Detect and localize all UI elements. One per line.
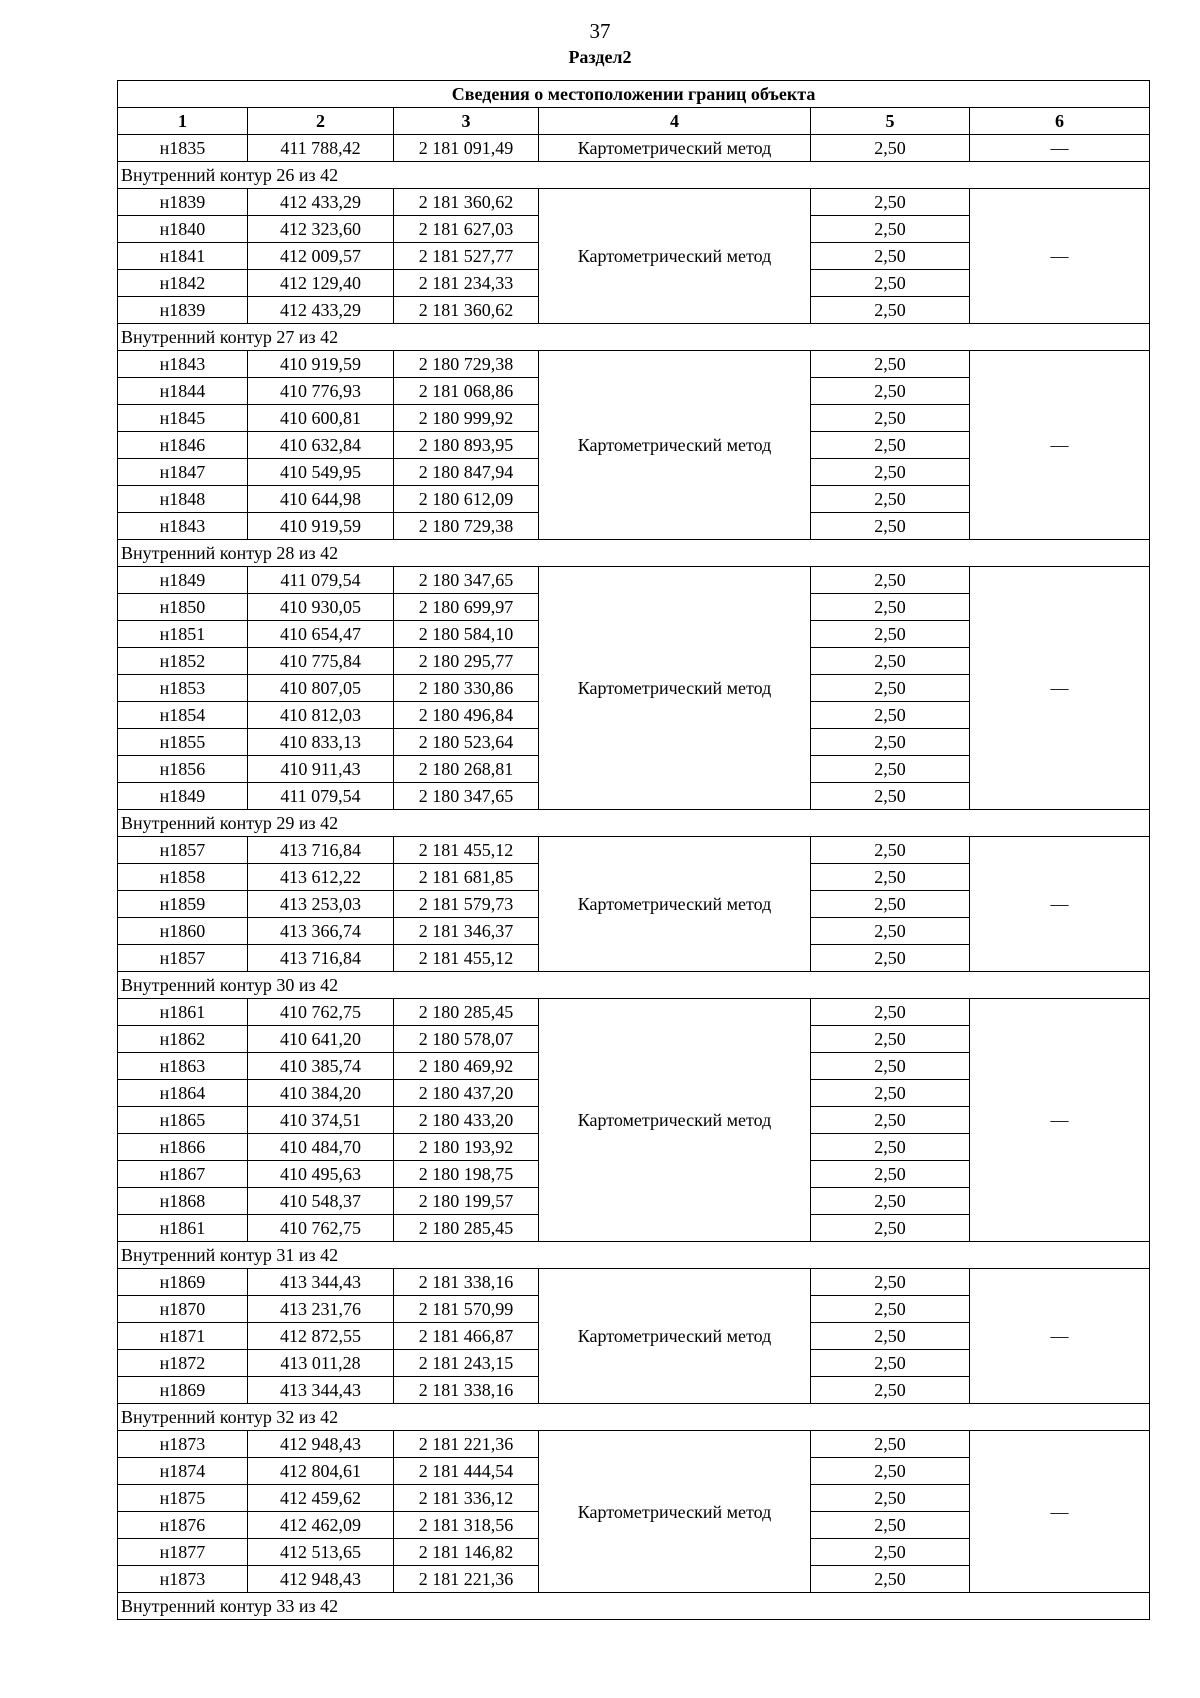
accuracy: 2,50 bbox=[811, 648, 970, 675]
coord-x: 410 807,05 bbox=[248, 675, 394, 702]
table-row bbox=[118, 1269, 1150, 1296]
point-name: н1835 bbox=[118, 135, 248, 162]
method: Картометрический метод bbox=[539, 999, 811, 1242]
coord-y: 2 180 729,38 bbox=[394, 513, 539, 540]
point-name: н1869 bbox=[118, 1269, 248, 1296]
table-row bbox=[118, 351, 1150, 378]
coord-y: 2 181 455,12 bbox=[394, 945, 539, 972]
coord-x: 413 366,74 bbox=[248, 918, 394, 945]
coord-y: 2 180 699,97 bbox=[394, 594, 539, 621]
section-title: Раздел2 bbox=[568, 47, 632, 67]
contour-label: Внутренний контур 29 из 42 bbox=[118, 810, 1150, 837]
coord-y: 2 181 338,16 bbox=[394, 1377, 539, 1404]
coord-x: 413 011,28 bbox=[248, 1350, 394, 1377]
accuracy: 2,50 bbox=[811, 378, 970, 405]
accuracy: 2,50 bbox=[811, 1215, 970, 1242]
table-row bbox=[118, 1431, 1150, 1458]
point-name: н1861 bbox=[118, 1215, 248, 1242]
point-name: н1843 bbox=[118, 513, 248, 540]
coord-y: 2 181 221,36 bbox=[394, 1566, 539, 1593]
accuracy: 2,50 bbox=[811, 567, 970, 594]
note: — bbox=[970, 999, 1150, 1242]
point-name: н1847 bbox=[118, 459, 248, 486]
coord-y: 2 181 579,73 bbox=[394, 891, 539, 918]
table-row bbox=[118, 135, 1150, 162]
coord-y: 2 180 199,57 bbox=[394, 1188, 539, 1215]
accuracy: 2,50 bbox=[811, 459, 970, 486]
coord-y: 2 181 221,36 bbox=[394, 1431, 539, 1458]
coord-y: 2 180 285,45 bbox=[394, 1215, 539, 1242]
point-name: н1865 bbox=[118, 1107, 248, 1134]
point-name: н1864 bbox=[118, 1080, 248, 1107]
coord-x: 413 612,22 bbox=[248, 864, 394, 891]
column-number: 5 bbox=[811, 108, 970, 135]
point-name: н1843 bbox=[118, 351, 248, 378]
point-name: н1866 bbox=[118, 1134, 248, 1161]
coord-y: 2 180 893,95 bbox=[394, 432, 539, 459]
coord-y: 2 181 455,12 bbox=[394, 837, 539, 864]
accuracy: 2,50 bbox=[811, 1377, 970, 1404]
accuracy: 2,50 bbox=[811, 297, 970, 324]
table-row bbox=[118, 567, 1150, 594]
point-name: н1850 bbox=[118, 594, 248, 621]
accuracy: 2,50 bbox=[811, 675, 970, 702]
accuracy: 2,50 bbox=[811, 702, 970, 729]
coord-x: 412 948,43 bbox=[248, 1566, 394, 1593]
accuracy: 2,50 bbox=[811, 891, 970, 918]
accuracy: 2,50 bbox=[811, 1107, 970, 1134]
accuracy: 2,50 bbox=[811, 594, 970, 621]
contour-row bbox=[118, 1242, 1150, 1269]
coord-y: 2 181 243,15 bbox=[394, 1350, 539, 1377]
coord-x: 410 495,63 bbox=[248, 1161, 394, 1188]
coord-x: 412 459,62 bbox=[248, 1485, 394, 1512]
coord-x: 411 079,54 bbox=[248, 783, 394, 810]
accuracy: 2,50 bbox=[811, 405, 970, 432]
accuracy: 2,50 bbox=[811, 216, 970, 243]
accuracy: 2,50 bbox=[811, 1512, 970, 1539]
coord-y: 2 181 338,16 bbox=[394, 1269, 539, 1296]
coord-x: 410 600,81 bbox=[248, 405, 394, 432]
point-name: н1860 bbox=[118, 918, 248, 945]
point-name: н1869 bbox=[118, 1377, 248, 1404]
accuracy: 2,50 bbox=[811, 243, 970, 270]
contour-row bbox=[118, 1593, 1150, 1620]
column-number: 4 bbox=[539, 108, 811, 135]
coord-x: 410 641,20 bbox=[248, 1026, 394, 1053]
coord-x: 410 812,03 bbox=[248, 702, 394, 729]
accuracy: 2,50 bbox=[811, 486, 970, 513]
contour-row bbox=[118, 972, 1150, 999]
point-name: н1873 bbox=[118, 1566, 248, 1593]
coord-y: 2 180 193,92 bbox=[394, 1134, 539, 1161]
coord-x: 410 919,59 bbox=[248, 351, 394, 378]
coord-y: 2 180 496,84 bbox=[394, 702, 539, 729]
contour-label: Внутренний контур 27 из 42 bbox=[118, 324, 1150, 351]
contour-row bbox=[118, 324, 1150, 351]
contour-label: Внутренний контур 31 из 42 bbox=[118, 1242, 1150, 1269]
coord-y: 2 180 198,75 bbox=[394, 1161, 539, 1188]
coord-x: 410 654,47 bbox=[248, 621, 394, 648]
accuracy: 2,50 bbox=[811, 1539, 970, 1566]
point-name: н1841 bbox=[118, 243, 248, 270]
point-name: н1849 bbox=[118, 783, 248, 810]
accuracy: 2,50 bbox=[811, 1269, 970, 1296]
point-name: н1839 bbox=[118, 297, 248, 324]
point-name: н1877 bbox=[118, 1539, 248, 1566]
column-number: 3 bbox=[394, 108, 539, 135]
table-caption-row bbox=[118, 81, 1150, 108]
coord-y: 2 180 578,07 bbox=[394, 1026, 539, 1053]
accuracy: 2,50 bbox=[811, 1053, 970, 1080]
point-name: н1872 bbox=[118, 1350, 248, 1377]
column-number-row bbox=[118, 108, 1150, 135]
accuracy: 2,50 bbox=[811, 1566, 970, 1593]
accuracy: 2,50 bbox=[811, 1350, 970, 1377]
column-number: 2 bbox=[248, 108, 394, 135]
coord-x: 412 948,43 bbox=[248, 1431, 394, 1458]
accuracy: 2,50 bbox=[811, 1026, 970, 1053]
table-row bbox=[118, 837, 1150, 864]
accuracy: 2,50 bbox=[811, 1458, 970, 1485]
coord-y: 2 181 346,37 bbox=[394, 918, 539, 945]
point-name: н1842 bbox=[118, 270, 248, 297]
point-name: н1855 bbox=[118, 729, 248, 756]
accuracy: 2,50 bbox=[811, 621, 970, 648]
note: — bbox=[970, 567, 1150, 810]
point-name: н1874 bbox=[118, 1458, 248, 1485]
coord-y: 2 181 466,87 bbox=[394, 1323, 539, 1350]
method: Картометрический метод bbox=[539, 567, 811, 810]
point-name: н1845 bbox=[118, 405, 248, 432]
coord-x: 410 385,74 bbox=[248, 1053, 394, 1080]
method: Картометрический метод bbox=[539, 1431, 811, 1593]
accuracy: 2,50 bbox=[811, 1296, 970, 1323]
accuracy: 2,50 bbox=[811, 1080, 970, 1107]
coord-x: 412 804,61 bbox=[248, 1458, 394, 1485]
note: — bbox=[970, 135, 1150, 162]
point-name: н1875 bbox=[118, 1485, 248, 1512]
table-row bbox=[118, 189, 1150, 216]
coord-x: 412 323,60 bbox=[248, 216, 394, 243]
coord-y: 2 181 627,03 bbox=[394, 216, 539, 243]
coord-y: 2 180 347,65 bbox=[394, 567, 539, 594]
coord-x: 410 762,75 bbox=[248, 1215, 394, 1242]
accuracy: 2,50 bbox=[811, 432, 970, 459]
coord-y: 2 181 360,62 bbox=[394, 189, 539, 216]
accuracy: 2,50 bbox=[811, 1431, 970, 1458]
note: — bbox=[970, 1269, 1150, 1404]
coord-x: 410 930,05 bbox=[248, 594, 394, 621]
contour-label: Внутренний контур 30 из 42 bbox=[118, 972, 1150, 999]
coord-x: 411 788,42 bbox=[248, 135, 394, 162]
accuracy: 2,50 bbox=[811, 513, 970, 540]
point-name: н1873 bbox=[118, 1431, 248, 1458]
coord-x: 410 644,98 bbox=[248, 486, 394, 513]
point-name: н1852 bbox=[118, 648, 248, 675]
accuracy: 2,50 bbox=[811, 1323, 970, 1350]
coord-y: 2 181 527,77 bbox=[394, 243, 539, 270]
accuracy: 2,50 bbox=[811, 729, 970, 756]
coord-y: 2 180 729,38 bbox=[394, 351, 539, 378]
accuracy: 2,50 bbox=[811, 1188, 970, 1215]
coord-y: 2 180 847,94 bbox=[394, 459, 539, 486]
note: — bbox=[970, 1431, 1150, 1593]
coord-x: 410 632,84 bbox=[248, 432, 394, 459]
coord-x: 410 833,13 bbox=[248, 729, 394, 756]
coord-y: 2 180 612,09 bbox=[394, 486, 539, 513]
coord-y: 2 181 318,56 bbox=[394, 1512, 539, 1539]
coord-x: 410 549,95 bbox=[248, 459, 394, 486]
point-name: н1859 bbox=[118, 891, 248, 918]
accuracy: 2,50 bbox=[811, 918, 970, 945]
coord-y: 2 181 234,33 bbox=[394, 270, 539, 297]
coord-y: 2 181 681,85 bbox=[394, 864, 539, 891]
contour-label: Внутренний контур 33 из 42 bbox=[118, 1593, 1150, 1620]
coord-x: 410 762,75 bbox=[248, 999, 394, 1026]
point-name: н1857 bbox=[118, 837, 248, 864]
coord-y: 2 180 433,20 bbox=[394, 1107, 539, 1134]
point-name: н1839 bbox=[118, 189, 248, 216]
coord-x: 412 872,55 bbox=[248, 1323, 394, 1350]
contour-label: Внутренний контур 26 из 42 bbox=[118, 162, 1150, 189]
coord-y: 2 180 285,45 bbox=[394, 999, 539, 1026]
coord-x: 410 384,20 bbox=[248, 1080, 394, 1107]
coord-x: 412 462,09 bbox=[248, 1512, 394, 1539]
point-name: н1858 bbox=[118, 864, 248, 891]
accuracy: 2,50 bbox=[811, 756, 970, 783]
coord-y: 2 180 999,92 bbox=[394, 405, 539, 432]
coord-y: 2 181 091,49 bbox=[394, 135, 539, 162]
coord-x: 412 513,65 bbox=[248, 1539, 394, 1566]
coord-x: 410 374,51 bbox=[248, 1107, 394, 1134]
point-name: н1876 bbox=[118, 1512, 248, 1539]
accuracy: 2,50 bbox=[811, 783, 970, 810]
coord-y: 2 181 360,62 bbox=[394, 297, 539, 324]
coord-x: 413 716,84 bbox=[248, 945, 394, 972]
coord-x: 411 079,54 bbox=[248, 567, 394, 594]
accuracy: 2,50 bbox=[811, 135, 970, 162]
coord-x: 413 231,76 bbox=[248, 1296, 394, 1323]
point-name: н1851 bbox=[118, 621, 248, 648]
accuracy: 2,50 bbox=[811, 1134, 970, 1161]
coord-x: 410 484,70 bbox=[248, 1134, 394, 1161]
coord-y: 2 181 570,99 bbox=[394, 1296, 539, 1323]
accuracy: 2,50 bbox=[811, 270, 970, 297]
note: — bbox=[970, 351, 1150, 540]
coord-y: 2 180 295,77 bbox=[394, 648, 539, 675]
note: — bbox=[970, 837, 1150, 972]
coord-x: 412 009,57 bbox=[248, 243, 394, 270]
column-number: 1 bbox=[118, 108, 248, 135]
point-name: н1844 bbox=[118, 378, 248, 405]
page-number: 37 bbox=[589, 19, 611, 43]
contour-label: Внутренний контур 28 из 42 bbox=[118, 540, 1150, 567]
point-name: н1848 bbox=[118, 486, 248, 513]
coord-x: 410 919,59 bbox=[248, 513, 394, 540]
contour-row bbox=[118, 810, 1150, 837]
coord-y: 2 181 336,12 bbox=[394, 1485, 539, 1512]
coord-x: 410 911,43 bbox=[248, 756, 394, 783]
point-name: н1856 bbox=[118, 756, 248, 783]
contour-row bbox=[118, 540, 1150, 567]
boundary-table bbox=[117, 80, 1150, 1620]
coord-y: 2 180 584,10 bbox=[394, 621, 539, 648]
coord-x: 413 253,03 bbox=[248, 891, 394, 918]
accuracy: 2,50 bbox=[811, 837, 970, 864]
coord-x: 412 433,29 bbox=[248, 189, 394, 216]
coord-x: 412 433,29 bbox=[248, 297, 394, 324]
coord-y: 2 181 068,86 bbox=[394, 378, 539, 405]
point-name: н1857 bbox=[118, 945, 248, 972]
coord-y: 2 181 146,82 bbox=[394, 1539, 539, 1566]
point-name: н1849 bbox=[118, 567, 248, 594]
accuracy: 2,50 bbox=[811, 945, 970, 972]
point-name: н1862 bbox=[118, 1026, 248, 1053]
boundary-table-body bbox=[118, 81, 1150, 1620]
coord-x: 413 716,84 bbox=[248, 837, 394, 864]
table-caption: Сведения о местоположении границ объекта bbox=[118, 81, 1150, 108]
coord-y: 2 180 330,86 bbox=[394, 675, 539, 702]
accuracy: 2,50 bbox=[811, 189, 970, 216]
accuracy: 2,50 bbox=[811, 864, 970, 891]
method: Картометрический метод bbox=[539, 189, 811, 324]
note: — bbox=[970, 189, 1150, 324]
point-name: н1846 bbox=[118, 432, 248, 459]
accuracy: 2,50 bbox=[811, 999, 970, 1026]
point-name: н1861 bbox=[118, 999, 248, 1026]
coord-y: 2 180 268,81 bbox=[394, 756, 539, 783]
point-name: н1854 bbox=[118, 702, 248, 729]
method: Картометрический метод bbox=[539, 135, 811, 162]
point-name: н1867 bbox=[118, 1161, 248, 1188]
point-name: н1871 bbox=[118, 1323, 248, 1350]
coord-x: 410 548,37 bbox=[248, 1188, 394, 1215]
point-name: н1870 bbox=[118, 1296, 248, 1323]
coord-x: 410 776,93 bbox=[248, 378, 394, 405]
point-name: н1840 bbox=[118, 216, 248, 243]
coord-y: 2 180 437,20 bbox=[394, 1080, 539, 1107]
table-row bbox=[118, 999, 1150, 1026]
coord-x: 412 129,40 bbox=[248, 270, 394, 297]
method: Картометрический метод bbox=[539, 1269, 811, 1404]
point-name: н1853 bbox=[118, 675, 248, 702]
contour-row bbox=[118, 162, 1150, 189]
coord-x: 410 775,84 bbox=[248, 648, 394, 675]
coord-y: 2 180 347,65 bbox=[394, 783, 539, 810]
coord-x: 413 344,43 bbox=[248, 1269, 394, 1296]
accuracy: 2,50 bbox=[811, 1161, 970, 1188]
coord-y: 2 180 469,92 bbox=[394, 1053, 539, 1080]
contour-row bbox=[118, 1404, 1150, 1431]
accuracy: 2,50 bbox=[811, 351, 970, 378]
coord-y: 2 181 444,54 bbox=[394, 1458, 539, 1485]
contour-label: Внутренний контур 32 из 42 bbox=[118, 1404, 1150, 1431]
column-number: 6 bbox=[970, 108, 1150, 135]
coord-x: 413 344,43 bbox=[248, 1377, 394, 1404]
coord-y: 2 180 523,64 bbox=[394, 729, 539, 756]
point-name: н1863 bbox=[118, 1053, 248, 1080]
point-name: н1868 bbox=[118, 1188, 248, 1215]
method: Картометрический метод bbox=[539, 351, 811, 540]
method: Картометрический метод bbox=[539, 837, 811, 972]
accuracy: 2,50 bbox=[811, 1485, 970, 1512]
